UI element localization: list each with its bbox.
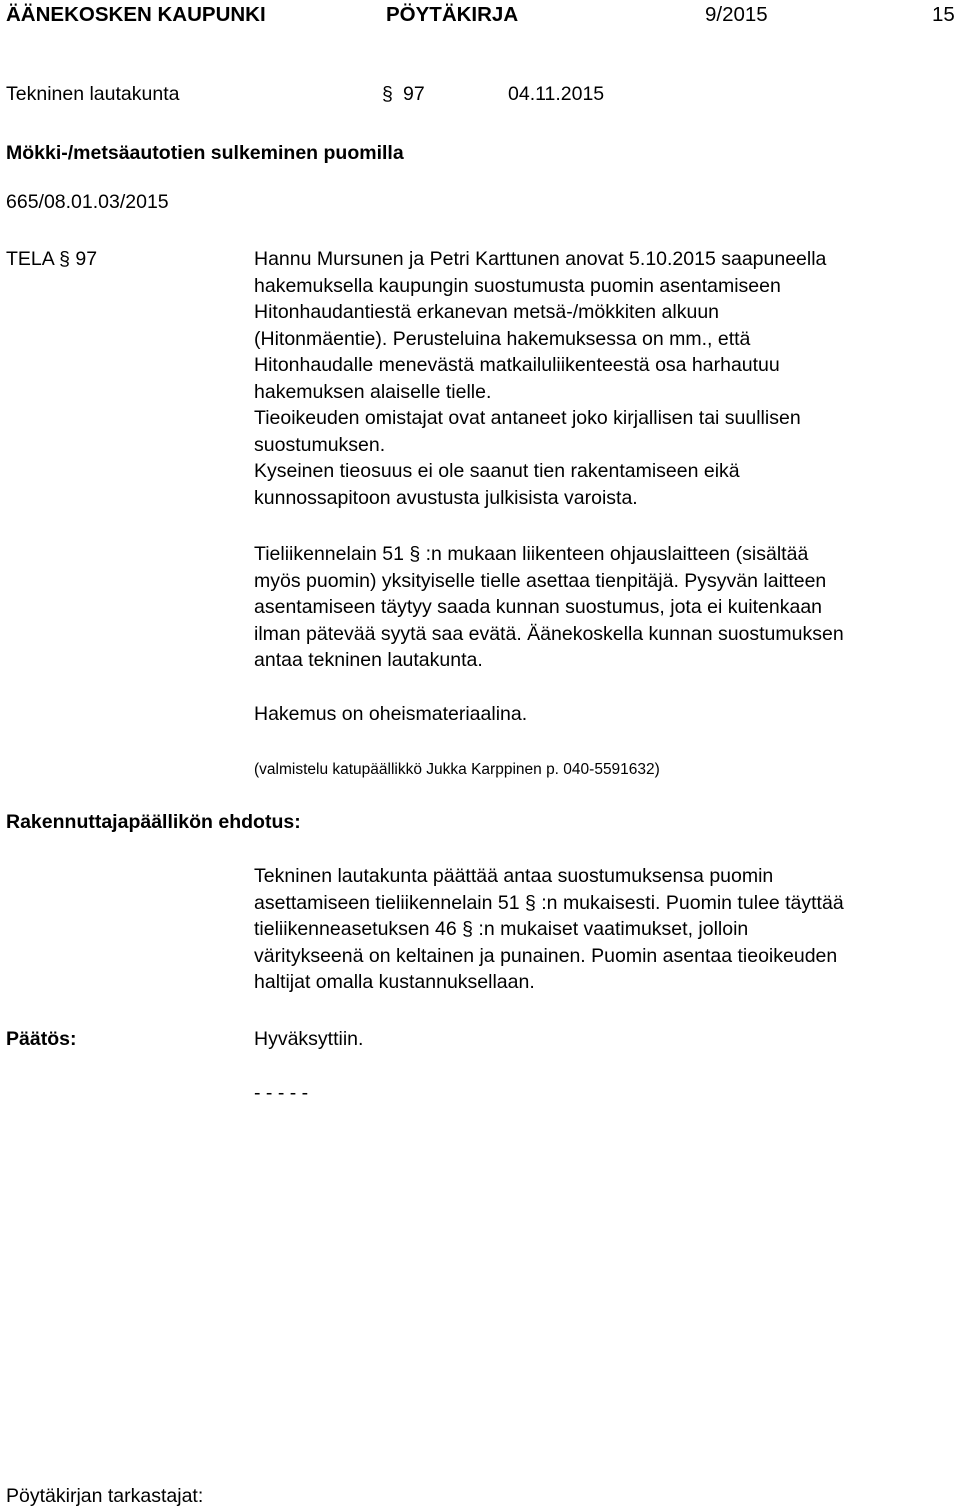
text-line: väritykseenä on keltainen ja punainen. Puomin asentaa tieoikeuden <box>254 944 838 967</box>
text-line: asentamiseen täytyy saada kunnan suostumus, jota ei kuitenkaan <box>254 596 823 618</box>
tela-section-sign: § <box>59 248 70 270</box>
text-line: Kyseinen tieosuus ei ole saanut tien rakentamiseen eikä <box>254 460 740 482</box>
tela-prefix: TELA <box>6 248 54 270</box>
text-line: suostumuksen. <box>254 433 386 456</box>
text-line: Hitonhaudantiestä erkanevan metsä-/mökkiten alkuun <box>254 301 720 323</box>
body-paragraph-2 <box>254 541 958 674</box>
tela-number: 97 <box>75 248 98 270</box>
checkers-label: Pöytäkirjan tarkastajat: <box>6 1485 204 1507</box>
text-line: Hannu Mursunen ja Petri Karttunen anovat 5.10.2015 saapuneella <box>254 248 827 270</box>
proposal-text <box>254 863 958 996</box>
text-line: ilman pätevää syytä saa evätä. Äänekoskella kunnan suostumuksen <box>254 622 844 645</box>
document-number: 9/2015 <box>705 3 768 26</box>
document-type: PÖYTÄKIRJA <box>386 3 519 26</box>
text-line: haltijat omalla kustannuksellaan. <box>254 971 535 993</box>
decision-text: Hyväksyttiin. <box>254 1028 364 1050</box>
section-separator: - - - - - <box>254 1082 309 1104</box>
text-line: Tieoikeuden omistajat ovat antaneet joko kirjallisen tai suullisen <box>254 407 801 429</box>
text-line: asettamiseen tieliikennelain 51 § :n mukaisesti. Puomin tulee täyttää <box>254 891 844 914</box>
text-line: hakemuksen alaiselle tielle. <box>254 380 492 403</box>
meeting-body: Tekninen lautakunta <box>6 83 180 105</box>
section-sign: § <box>382 83 393 105</box>
preparer-note: (valmistelu katupäällikkö Jukka Karppinen p. 040-5591632) <box>254 761 660 778</box>
text-line: myös puomin) yksityiselle tielle asettaa tienpitäjä. Pysyvän laitteen <box>254 569 827 592</box>
tela-reference <box>6 250 97 270</box>
body-paragraph-1 <box>254 246 958 511</box>
text-line: hakemuksella kaupungin suostumusta puomin asentamiseen <box>254 274 781 297</box>
organization-name: ÄÄNEKOSKEN KAUPUNKI <box>6 3 266 26</box>
agenda-title: Mökki-/metsäautotien sulkeminen puomilla <box>6 142 404 164</box>
text-line: Hitonhaudalle menevästä matkailuliikenteestä osa harhautuu <box>254 354 780 376</box>
text-line: tieliikenneasetuksen 46 § :n mukaiset vaatimukset, jolloin <box>254 918 749 940</box>
page-number: 15 <box>932 3 955 26</box>
meeting-date: 04.11.2015 <box>508 83 605 105</box>
body-paragraph-3 <box>254 701 958 728</box>
text-line: kunnossapitoon avustusta julkisista varoista. <box>254 486 638 509</box>
text-line: antaa tekninen lautakunta. <box>254 649 483 671</box>
reference-number: 665/08.01.03/2015 <box>6 191 169 213</box>
text-line: (Hitonmäentie). Perusteluina hakemuksessa on mm., että <box>254 327 751 350</box>
text-line: Tieliikennelain 51 § :n mukaan liikenteen ohjauslaitteen (sisältää <box>254 543 809 565</box>
text-line: Tekninen lautakunta päättää antaa suostumuksensa puomin <box>254 865 774 887</box>
section-number: 97 <box>403 83 425 105</box>
decision-label: Päätös: <box>6 1028 77 1050</box>
proposal-label: Rakennuttajapäällikön ehdotus: <box>6 811 301 833</box>
text-line: Hakemus on oheismateriaalina. <box>254 703 528 725</box>
